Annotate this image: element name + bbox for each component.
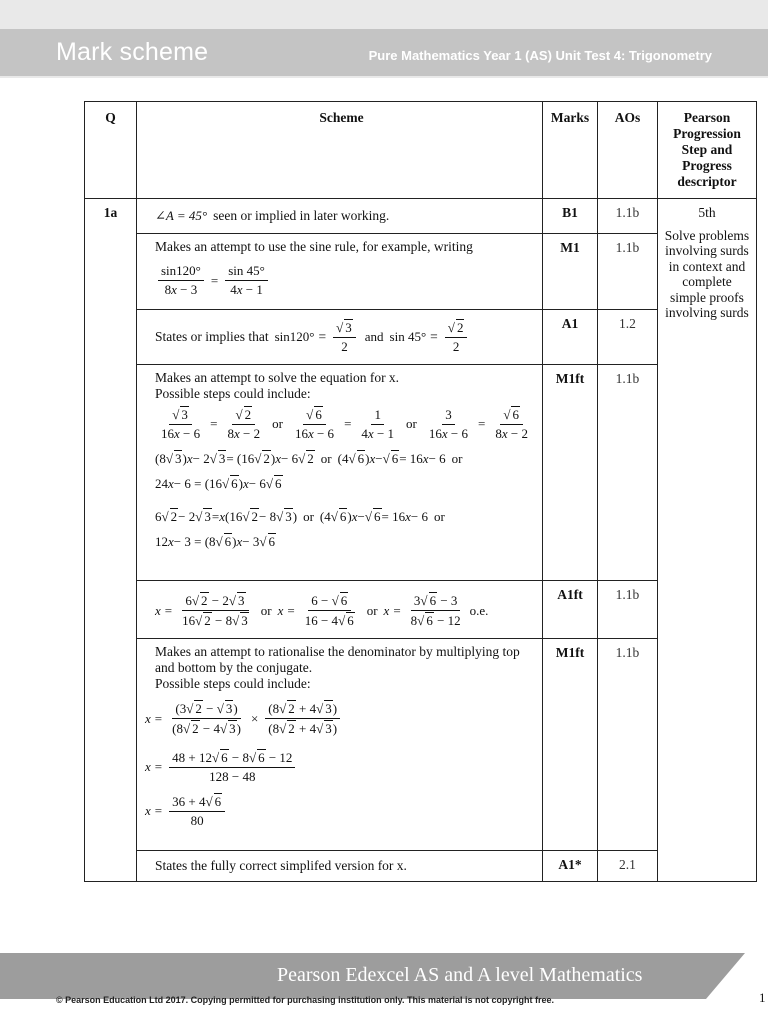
rationalise-step-2: x = $\frac{48 + 12√ 6 - 8√ 6 - 12}{128 - 48}$ xyxy=(145,749,534,785)
header-descriptor: Pearson Progression Step and Progress descriptor xyxy=(657,102,756,199)
table-row xyxy=(85,310,757,365)
sine-rule-equation: $\frac{\sin 120^\circ}{8x - 3}$ = $\frac{\sin 45^\circ}{4x - 1}$ xyxy=(155,263,534,298)
header-aos: AOs xyxy=(597,102,657,199)
table-row xyxy=(85,639,757,851)
rationalise-step-3: x = $\frac{36 + 4√ 6}{80}$ xyxy=(145,793,534,829)
header-scheme: Scheme xyxy=(137,102,543,199)
or-word: or xyxy=(303,508,314,524)
or-word: or xyxy=(433,508,445,524)
mark-cell: A1 xyxy=(542,310,597,365)
scheme-text: seen or implied in later working. xyxy=(213,208,390,223)
footer-brand: Pearson Edexcel AS and A level Mathematics xyxy=(277,964,643,986)
solve-step-4: 6 √ 2 − 2 √ 3 = x (16 √ 2 − 8 √ 3 ) or (4 √ 6 ) x − √ 6 = 16 x − 6 or xyxy=(155,508,534,525)
question-number: 1a xyxy=(85,199,137,882)
table-row xyxy=(85,581,757,639)
ao-cell: 1.1b xyxy=(597,199,657,234)
mark-cell: A1ft xyxy=(542,581,597,639)
header-q: Q xyxy=(85,102,137,199)
copyright-notice: © Pearson Education Ltd 2017. Copying permitted for purchasing institution only. This material is not copyright free. xyxy=(56,995,555,1005)
scheme-text: Makes an attempt to solve the equation for x. xyxy=(155,370,400,385)
table-row xyxy=(85,199,757,234)
or-word: or xyxy=(320,450,332,466)
ao-cell: 1.1b xyxy=(597,365,657,581)
mark-cell: M1ft xyxy=(542,365,597,581)
header xyxy=(0,0,768,78)
page-number: 1 xyxy=(759,990,766,1005)
page-subtitle: Pure Mathematics Year 1 (AS) Unit Test 4: Trigonometry xyxy=(368,48,712,63)
or-word: or xyxy=(451,450,463,466)
scheme-cell: States or implies that sin120° = √ $\frac{3}{2}$ and sin 45° = √ $\frac{2}{2}$ xyxy=(137,310,543,365)
or-word: or xyxy=(366,602,378,618)
scheme-cell xyxy=(137,365,543,581)
header-marks: Marks xyxy=(542,102,597,199)
and-word: and xyxy=(364,329,384,344)
solve-step-1: √ $\frac{3}{16x - 6}$ = √ $\frac{2}{8x - 2}$ or √ $\frac{6}{16x - 6}$ = $\frac{1}{4x - 1}$ or $\frac{3}{16x - 6}$ = √ $\frac{6}{8x - 2}$ xyxy=(155,406,534,442)
solve-step-3: 24 x − 6 = (16 √ 6 ) x − 6 √ 6 xyxy=(155,475,534,492)
table-header-row xyxy=(85,102,757,199)
solve-step-5: 12 x − 3 = (8 √ 6 ) x − 3 √ 6 xyxy=(155,533,534,550)
solve-step-2: (8 √ 3 ) x − 2 √ 3 = (16 √ 2 ) x − 6 √ 2 or (4 √ 6 ) x − √ 6 = 16 x − 6 or xyxy=(155,450,534,467)
descriptor-cell xyxy=(657,199,756,882)
ao-cell: 1.1b xyxy=(597,639,657,851)
scheme-subtext: Possible steps could include: xyxy=(155,676,311,691)
progression-descriptor: Solve problems involving surds in context and complete simple proofs involving surds xyxy=(664,227,750,320)
scheme-cell xyxy=(137,199,543,234)
mark-cell: M1ft xyxy=(542,639,597,851)
scheme-text: States the fully correct simplifed version for x. xyxy=(155,858,407,873)
page-title: Mark scheme xyxy=(56,38,209,66)
mark-scheme-table xyxy=(84,101,757,882)
ao-cell: 1.1b xyxy=(597,581,657,639)
mark-cell: A1* xyxy=(542,851,597,882)
ao-cell: 1.1b xyxy=(597,234,657,310)
rationalise-step-1: x = $\frac{(3√ 2 - √ 3)}{(8√ 2 - 4√ 3)}$ × $\frac{(8√ 2 + 4√ 3)}{(8√ 2 + 4√ 3)}$ xyxy=(145,700,534,737)
or-word: or xyxy=(272,416,283,431)
scheme-text: Makes an attempt to rationalise the denominator by multiplying top and bottom by the conjugate. xyxy=(155,644,520,675)
oe-text: o.e. xyxy=(469,602,489,618)
scheme-cell xyxy=(137,851,543,882)
table-row xyxy=(85,234,757,310)
or-word: or xyxy=(406,416,417,431)
scheme-cell xyxy=(137,234,543,310)
scheme-text: States or implies that xyxy=(155,329,269,344)
scheme-subtext: Possible steps could include: xyxy=(155,386,311,401)
scheme-cell xyxy=(137,639,543,851)
mark-cell: M1 xyxy=(542,234,597,310)
or-word: or xyxy=(260,602,272,618)
mark-cell: B1 xyxy=(542,199,597,234)
x-solution-forms: x = $\frac{6√ 2 - 2√ 3}{16√ 2 - 8√ 3}$ or x = $\frac{6 - √ 6}{16 - 4√ 6}$ or x = $\frac{3√ 6 - 3}{8√ 6 - 12}$ o.e. xyxy=(155,592,534,629)
progression-step: 5th xyxy=(698,205,716,220)
scheme-cell xyxy=(137,581,543,639)
table-row xyxy=(85,851,757,882)
scheme-text: Makes an attempt to use the sine rule, for example, writing xyxy=(155,239,473,254)
angle-math: ∠A = 45° xyxy=(155,208,208,223)
table-row xyxy=(85,365,757,581)
ao-cell: 2.1 xyxy=(597,851,657,882)
ao-cell: 1.2 xyxy=(597,310,657,365)
